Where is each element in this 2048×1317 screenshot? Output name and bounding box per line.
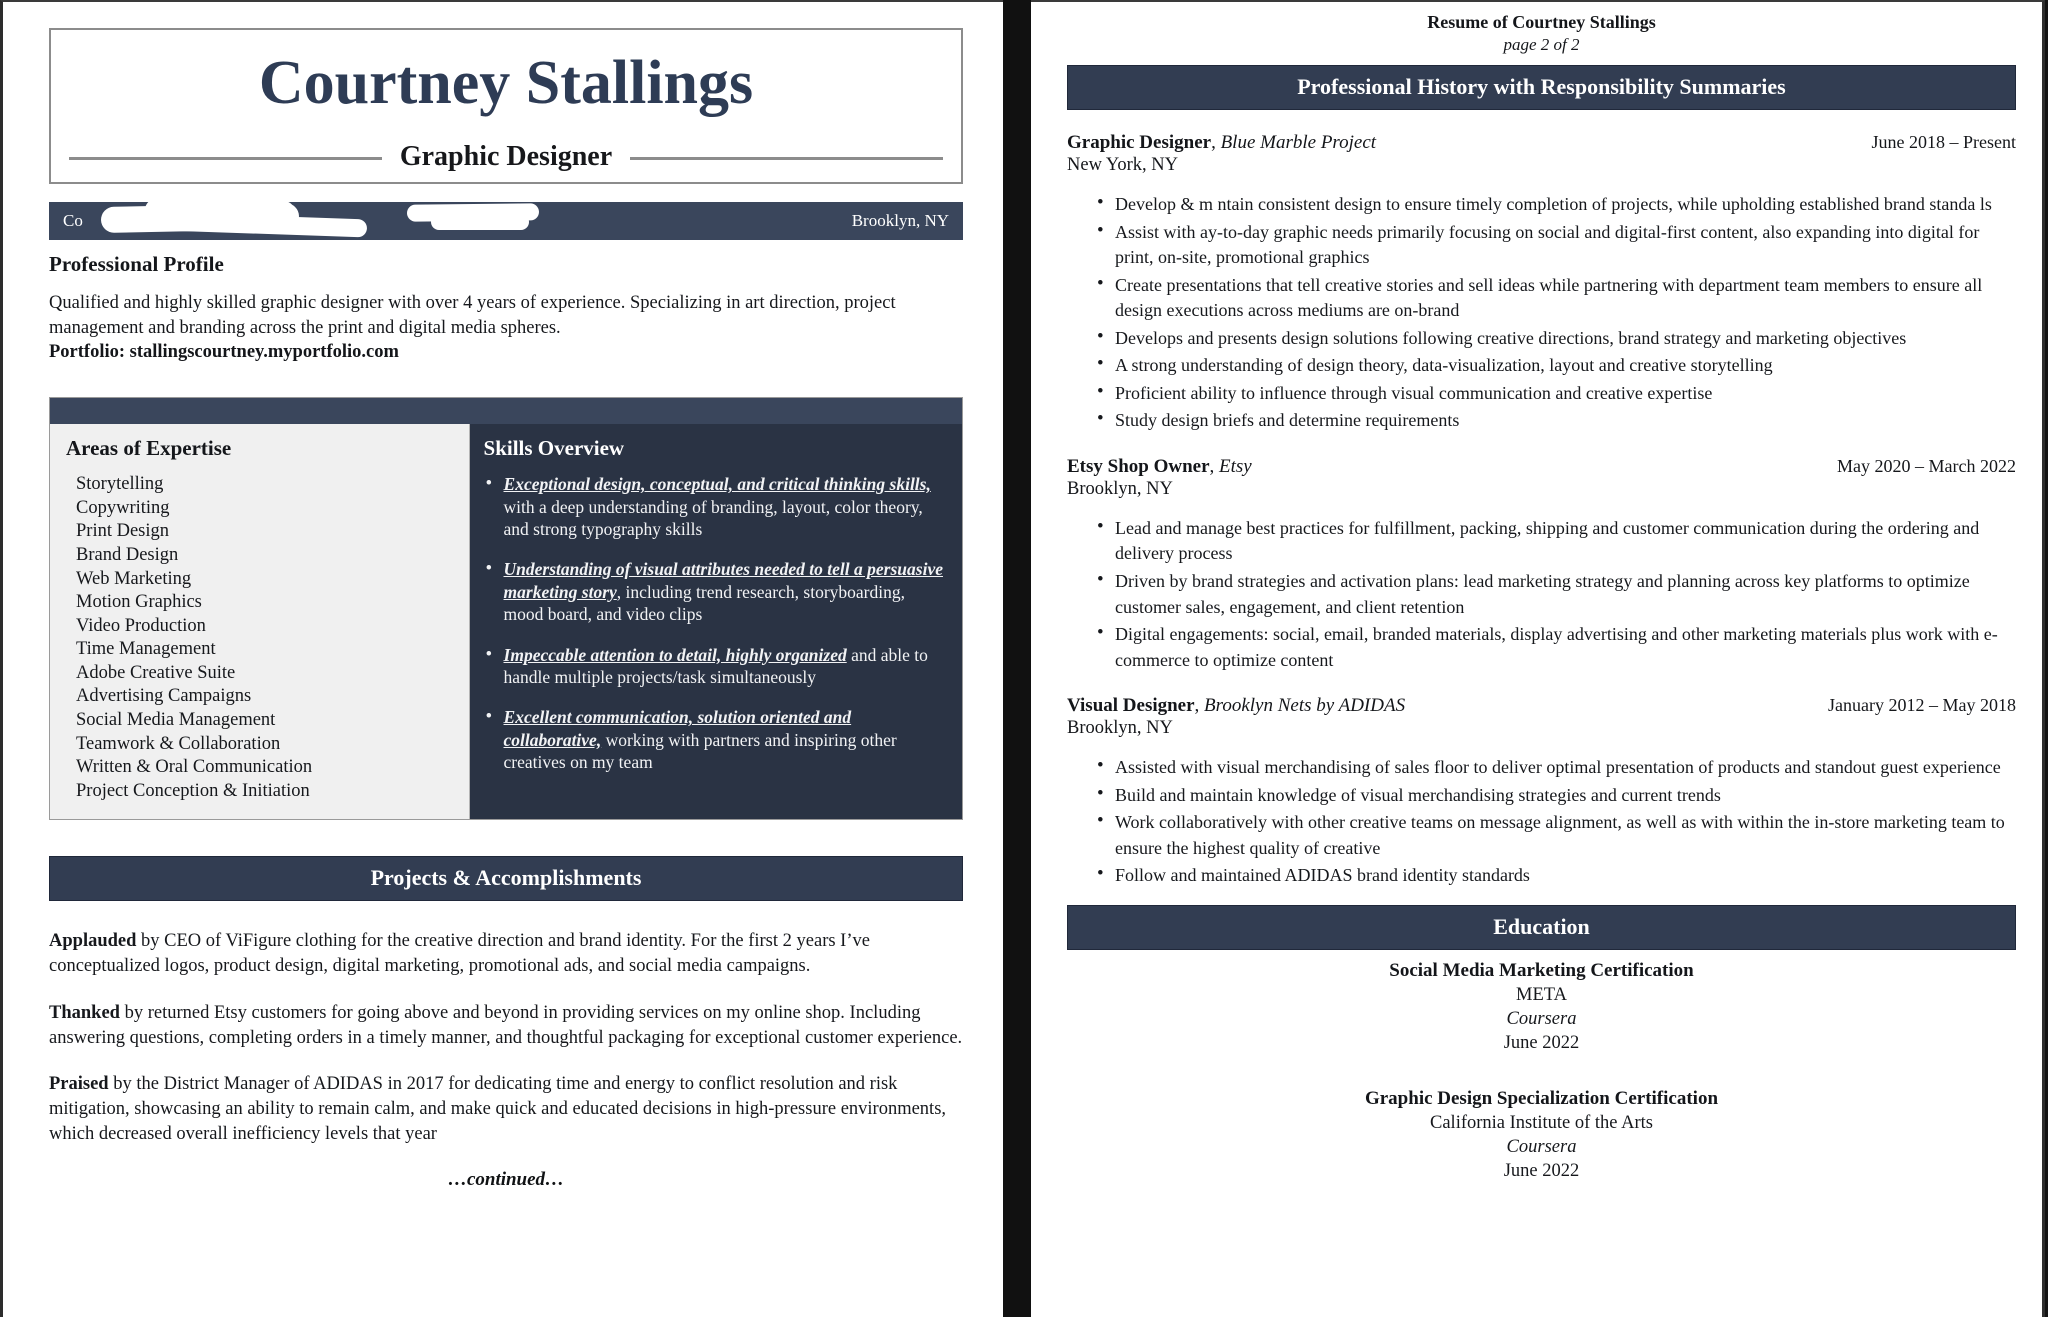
job-dates: January 2012 – May 2018 — [1828, 695, 2016, 716]
expertise-item: Social Media Management — [76, 709, 276, 730]
accomplishment-lead: Applauded — [49, 931, 137, 952]
education-institution: California Institute of the Arts — [1430, 1112, 1653, 1133]
job-location: Brooklyn, NY — [1067, 478, 1173, 499]
resume-page-1 — [0, 0, 1003, 1317]
job-bullet-list — [1067, 516, 2016, 673]
education-banner: Education — [1067, 905, 2016, 950]
job-location: Brooklyn, NY — [1067, 718, 1173, 739]
page2-header — [1067, 12, 2016, 55]
job-bullet: • Assist with ay-to-day graphic needs primarily focusing on social and digital-first content, also expanding into digital for print, on-site, promotional graphics — [1097, 220, 2016, 271]
education-spacer — [1067, 1054, 2016, 1078]
skill-item — [484, 473, 946, 540]
skill-item-lead: Excellent communication, solution oriented and collaborative, — [503, 707, 852, 750]
contact-bar — [49, 202, 963, 240]
job-bullet: • Proficient ability to influence through visual communication and creative expertise — [1097, 381, 2016, 407]
skill-item-rest: with a deep understanding of branding, layout, color theory, and strong typography skills — [503, 496, 923, 539]
name-header-box — [49, 28, 963, 184]
education-degree: Social Media Marketing Certification — [1389, 959, 1694, 981]
education-entry — [1067, 960, 2016, 1054]
redaction-mark — [145, 202, 295, 223]
job-dates: June 2018 – Present — [1871, 132, 2016, 152]
expertise-item: Time Management — [76, 639, 216, 660]
education-institution: META — [1516, 984, 1567, 1005]
job-title: Graphic Designer — [382, 141, 630, 173]
job-entry-header — [1067, 132, 2016, 154]
education-degree: Graphic Design Specialization Certification — [1364, 1087, 1719, 1109]
projects-banner: Projects & Accomplishments — [49, 856, 963, 901]
expertise-item: Web Marketing — [76, 568, 192, 589]
professional-history-banner: Professional History with Responsibility Summaries — [1067, 65, 2016, 110]
job-bullet: • Build and maintain knowledge of visual merchandising strategies and current trends — [1097, 783, 2016, 809]
areas-of-expertise-list — [66, 473, 459, 803]
job-company: Blue Marble Project — [1220, 132, 1377, 153]
accomplishment-text: by CEO of ViFigure clothing for the creative direction and brand identity. For the first 2 years I’ve conceptualized logos, product design, digital marketing, promotional ads, and social media campaigns. — [49, 931, 870, 977]
job-company: Etsy — [1219, 455, 1252, 477]
expertise-item: Adobe Creative Suite — [76, 662, 236, 683]
skill-item — [484, 706, 946, 773]
expertise-item: Written & Oral Communication — [76, 757, 313, 778]
expertise-item: Brand Design — [76, 544, 179, 565]
expertise-item: Advertising Campaigns — [76, 686, 252, 707]
job-bullet: • Develop & m ntain consistent design to ensure timely completion of projects, while upholding established brand standa ls — [1097, 192, 2016, 218]
expertise-item: Motion Graphics — [76, 592, 202, 613]
contact-email-redacted: Co — [63, 211, 83, 230]
job-bullet: • Digital engagements: social, email, branded materials, display advertising and other marketing materials plus work with e-commerce to optimize content — [1097, 622, 2016, 673]
accomplishment-lead: Thanked — [49, 1002, 120, 1023]
skills-overview-heading: Skills Overview — [483, 436, 625, 461]
expertise-item: Print Design — [76, 521, 170, 542]
job-bullet: • Driven by brand strategies and activation plans: lead marketing strategy and planning across key platforms to optimize customer sales, engagement, and client retention — [1097, 569, 2016, 620]
job-bullet-list — [1067, 755, 2016, 889]
job-dates: May 2020 – March 2022 — [1837, 455, 2016, 476]
skill-item-rest: and able to handle multiple projects/task simultaneously — [503, 644, 928, 687]
job-bullet: • Assisted with visual merchandising of sales floor to deliver optimal presentation of products and standout guest experience — [1097, 755, 2016, 781]
page-gutter — [1003, 0, 1031, 1317]
skill-item-rest: , including trend research, storyboarding, mood board, and video clips — [503, 581, 905, 625]
job-entry — [1067, 695, 2016, 889]
continued-marker: …continued… — [447, 1168, 565, 1190]
job-bullet: • Lead and manage best practices for fulfillment, packing, shipping and customer communication during the ordering and delivery process — [1097, 516, 2016, 567]
accomplishment-lead: Praised — [49, 1074, 109, 1095]
skill-item — [484, 644, 946, 689]
job-bullet: • Develops and presents design solutions following creative directions, brand strategy and marketing objectives — [1097, 326, 2016, 352]
page-title: Courtney Stallings — [258, 49, 754, 117]
expertise-item: Storytelling — [76, 474, 164, 495]
contact-location: Brooklyn, NY — [851, 211, 949, 230]
job-bullet: • A strong understanding of design theory, data-visualization, layout and creative storytelling — [1097, 353, 2016, 379]
accomplishment-entry — [49, 929, 963, 979]
portfolio-line: Portfolio: stallingscourtney.myportfolio.com — [49, 342, 399, 363]
job-bullet: • Study design briefs and determine requirements — [1097, 408, 2016, 434]
resume-page-2 — [1031, 0, 2045, 1317]
professional-profile-text: Qualified and highly skilled graphic designer with over 4 years of experience. Specializing in art direction, project management and branding across the print and digital media spheres. — [49, 293, 896, 338]
skill-item-lead: Exceptional design, conceptual, and critical thinking skills, — [503, 474, 931, 495]
skill-item-rest: working with partners and inspiring other creatives on my team — [503, 729, 897, 773]
professional-profile-label: Professional Profile — [49, 252, 224, 276]
job-separator: , — [1211, 132, 1221, 153]
page2-header-pagenum: page 2 of 2 — [1503, 35, 1580, 54]
job-bullet: • Work collaboratively with other creative teams on message alignment, as well as with within the in-store marketing team to ensure the highest quality of creative — [1097, 810, 2016, 861]
education-entry — [1067, 1088, 2016, 1182]
accomplishment-text: by returned Etsy customers for going above and beyond in providing services on my online shop. Including answering questions, completing orders in a timely manner, and thoughtful packaging for exceptional customer experience. — [49, 1002, 963, 1048]
job-history-list — [1067, 132, 2016, 889]
page2-header-title: Resume of Courtney Stallings — [1427, 12, 1656, 32]
education-date: June 2022 — [1503, 1032, 1580, 1053]
skill-item-lead: Understanding of visual attributes needed to tell a persuasive marketing story — [503, 559, 943, 602]
expertise-item: Copywriting — [76, 497, 170, 518]
job-entry-header — [1067, 456, 2016, 478]
job-entry-header — [1067, 695, 2016, 717]
skill-item-lead: Impeccable attention to detail, highly organized — [503, 644, 847, 665]
redaction-mark — [431, 214, 529, 230]
job-title-company — [1067, 132, 1376, 154]
job-title-rule — [61, 140, 951, 174]
job-separator: , — [1209, 455, 1220, 477]
job-role: Visual Designer — [1067, 695, 1195, 717]
job-entry — [1067, 132, 2016, 434]
job-location: New York, NY — [1067, 155, 1179, 175]
education-date: June 2022 — [1503, 1160, 1580, 1181]
education-list — [1067, 960, 2016, 1182]
job-role: Graphic Designer — [1067, 132, 1212, 153]
job-separator: , — [1194, 695, 1205, 717]
job-bullet: • Follow and maintained ADIDAS brand identity standards — [1097, 863, 2016, 889]
job-bullet: • Create presentations that tell creative stories and sell ideas while partnering with department team members to ensure all design executions across mediums are on-brand — [1097, 273, 2016, 324]
skills-table-top-strip — [50, 398, 962, 424]
education-platform: Coursera — [1506, 1136, 1577, 1157]
skill-item — [484, 558, 946, 625]
areas-of-expertise-heading: Areas of Expertise — [66, 436, 232, 461]
expertise-item: Video Production — [76, 615, 206, 636]
skills-overview-list — [484, 473, 946, 773]
accomplishment-text: by the District Manager of ADIDAS in 2017 for dedicating time and energy to conflict resolution and risk mitigation, showcasing an ability to remain calm, and make quick and educated decisions in high-pressure environments, which decreased overall inefficiency levels that year — [49, 1074, 947, 1144]
job-entry — [1067, 456, 2016, 673]
job-bullet-list — [1067, 192, 2016, 434]
expertise-item: Project Conception & Initiation — [76, 780, 310, 801]
accomplishment-entry — [49, 1001, 963, 1051]
expertise-item: Teamwork & Collaboration — [76, 733, 281, 754]
areas-of-expertise-column — [50, 424, 470, 819]
skills-table — [49, 397, 963, 820]
job-company: Brooklyn Nets by ADIDAS — [1204, 695, 1406, 717]
accomplishments-list — [49, 929, 963, 1146]
job-role: Etsy Shop Owner — [1067, 455, 1210, 477]
job-title-company — [1067, 695, 1405, 717]
job-title-company — [1067, 456, 1252, 478]
skills-overview-column — [470, 424, 962, 819]
education-platform: Coursera — [1506, 1008, 1577, 1029]
accomplishment-entry — [49, 1072, 963, 1146]
